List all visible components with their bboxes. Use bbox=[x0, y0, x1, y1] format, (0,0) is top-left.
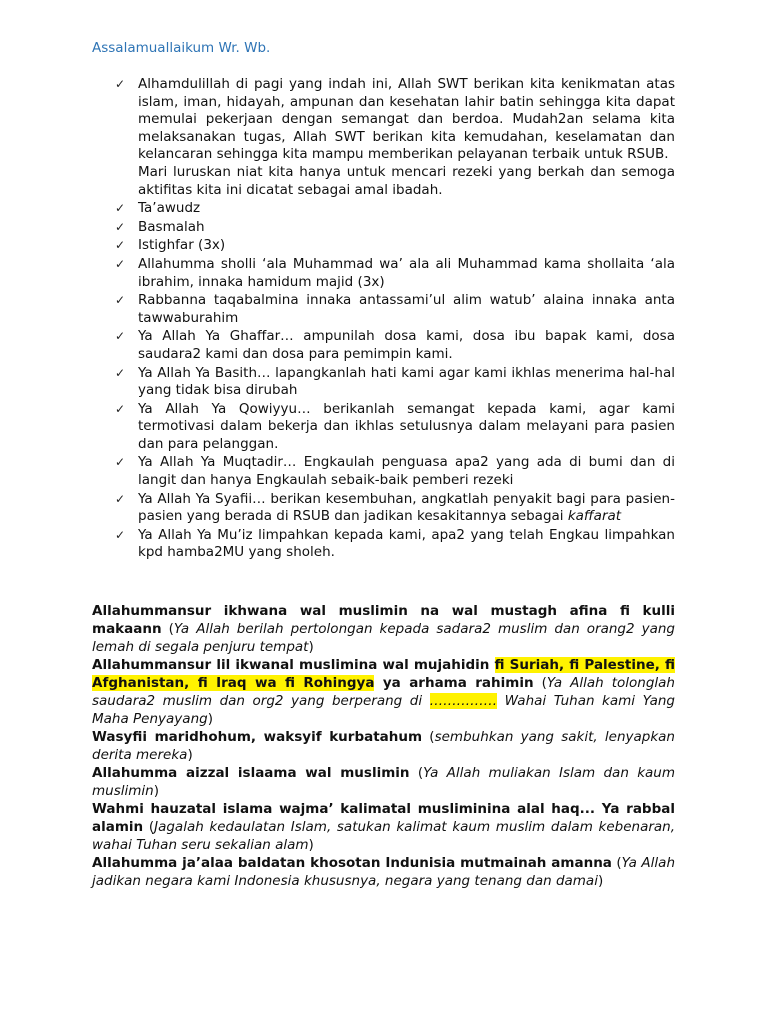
prayer-arabic: Allahumma aizzal islaama wal muslimin bbox=[92, 765, 410, 781]
list-item-text: Mari luruskan niat kita hanya untuk mencari rezeki yang berkah dan semoga aktifitas kita ini dicatat sebagai amal ibadah. bbox=[138, 163, 675, 198]
checkmark-icon: ✓ bbox=[115, 455, 126, 470]
checkmark-icon: ✓ bbox=[115, 293, 126, 308]
paren-close: ) bbox=[187, 747, 193, 763]
list-item bbox=[115, 401, 675, 454]
list-item-text: Ya Allah Ya Qowiyyu… berikanlah semangat kepada kami, agar kami termotivasi dalam bekerja dan ikhlas setulusnya dalam melayani para pasien dan para pelanggan. bbox=[138, 400, 675, 452]
prayer-arabic: Allahummansur ikhwana wal muslimin na wal mustagh afina fi kulli makaann bbox=[92, 603, 675, 637]
list-item-text: Ya Allah Ya Muqtadir… Engkaulah penguasa apa2 yang ada di bumi dan di langit dan hanya Engkaulah sebaik-baik pemberi rezeki bbox=[138, 454, 675, 489]
prayer-paragraph bbox=[92, 728, 675, 764]
checkmark-icon: ✓ bbox=[115, 201, 126, 216]
list-item bbox=[115, 200, 675, 218]
list-item bbox=[115, 365, 675, 400]
list-item-text: Ta’awudz bbox=[138, 200, 201, 217]
italic-term: kaffarat bbox=[567, 508, 622, 525]
highlighted-blank: …………… bbox=[429, 693, 498, 709]
checkmark-icon: ✓ bbox=[115, 219, 126, 234]
list-item-text: Allahumma sholli ‘ala Muhammad wa’ ala ali Muhammad kama shollaita ‘ala ibrahim, innaka hamidum majid (3x) bbox=[138, 255, 675, 290]
list-item-text: Ya Allah Ya Ghaffar… ampunilah dosa kami, dosa ibu bapak kami, dosa saudara2 kami dan dosa para pemimpin kami. bbox=[138, 328, 675, 362]
prayer-translation: Ya Allah jadikan negara kami Indonesia khususnya, negara yang tenang dan damai bbox=[92, 855, 675, 889]
checkmark-icon: ✓ bbox=[115, 256, 126, 271]
prayer-paragraph bbox=[92, 854, 675, 890]
highlighted-countries: fi Suriah, fi Palestine, fi Afghanistan, fi Iraq wa fi Rohingya bbox=[92, 657, 675, 691]
list-item bbox=[115, 292, 675, 327]
prayer-paragraph bbox=[92, 656, 675, 728]
doa-checklist bbox=[115, 76, 675, 563]
list-item bbox=[115, 256, 675, 291]
checkmark-icon: ✓ bbox=[115, 365, 126, 380]
list-item-text: Alhamdulillah di pagi yang indah ini, Allah SWT berikan kita kenikmatan atas islam, iman, hidayah, ampunan dan kesehatan lahir batin sehingga kita dapat memulai pekerjaan dengan semangat dan berdoa. Mudah2an selama kita melaksanakan tugas, Allah SWT berikan kita kemudahan, keselamatan dan kelancaran sehingga kita mampu memberikan pelayanan terbaik untuk RSUB. bbox=[138, 76, 675, 163]
list-item-text: Ya Allah Ya Basith… lapangkanlah hati kami agar kami ikhlas menerima hal-hal yang tidak bisa dirubah bbox=[138, 364, 675, 399]
list-item bbox=[115, 76, 675, 199]
list-item-text: Istighfar (3x) bbox=[138, 237, 226, 254]
prayer-translation: Jagalah kedaulatan Islam, satukan kalimat kaum muslim dalam kebenaran, wahai Tuhan seru sekalian alam bbox=[92, 819, 676, 853]
paren-close: ) bbox=[207, 711, 213, 727]
prayer-arabic: Allahummansur lil ikwanal muslimina wal mujahidin bbox=[92, 657, 495, 673]
paren-open: ( bbox=[422, 729, 435, 745]
checkmark-icon: ✓ bbox=[115, 401, 126, 416]
checkmark-icon: ✓ bbox=[115, 77, 126, 91]
list-item bbox=[115, 454, 675, 489]
list-item-text-main: Ya Allah Ya Syafii… berikan kesembuhan, angkatlah penyakit bagi para pasien-pasien yang berada di RSUB dan jadikan kesakitannya sebagai bbox=[138, 490, 675, 525]
paren-close: ) bbox=[308, 639, 314, 655]
prayer-translation: sembuhkan yang sakit, lenyapkan derita mereka bbox=[92, 729, 675, 763]
checkmark-icon: ✓ bbox=[115, 527, 126, 542]
paren-open: ( bbox=[409, 765, 424, 781]
list-item bbox=[115, 237, 675, 255]
list-item bbox=[115, 219, 675, 237]
prayer-paragraph bbox=[92, 602, 675, 656]
prayer-translation-tail: Wahai Tuhan kami Yang Maha Penyayang bbox=[92, 693, 676, 727]
prayer-arabic-tail: ya arhama rahimin bbox=[374, 675, 534, 691]
prayer-arabic: Wahmi hauzatal islama wajma’ kalimatal musliminina alal haq... Ya rabbal alamin bbox=[92, 801, 675, 835]
checkmark-icon: ✓ bbox=[115, 238, 126, 253]
paren-close: ) bbox=[308, 837, 314, 853]
list-item bbox=[115, 527, 675, 562]
list-item-text: Rabbanna taqabalmina innaka antassami’ul alim watub’ alaina innaka anta tawwaburahim bbox=[138, 292, 675, 326]
paren-open: ( bbox=[611, 855, 622, 871]
paren-open: ( bbox=[533, 675, 547, 691]
list-item-text bbox=[138, 491, 675, 526]
paren-close: ) bbox=[153, 783, 159, 799]
list-item-text: Basmalah bbox=[138, 218, 205, 235]
prayer-translation: Ya Allah muliakan Islam dan kaum muslimin bbox=[92, 765, 675, 799]
paren-close: ) bbox=[597, 873, 604, 889]
checkmark-icon: ✓ bbox=[115, 491, 126, 506]
prayer-section bbox=[92, 602, 675, 890]
list-item-text: Ya Allah Ya Mu’iz limpahkan kepada kami, apa2 yang telah Engkau limpahkan kpd hamba2MU yang sholeh. bbox=[138, 526, 675, 561]
greeting-heading: Assalamuallaikum Wr. Wb. bbox=[92, 40, 271, 56]
list-item bbox=[115, 328, 675, 363]
checkmark-icon: ✓ bbox=[115, 329, 126, 344]
list-item bbox=[115, 491, 675, 526]
prayer-translation: Ya Allah tolonglah saudara2 muslim dan org2 yang berperang di bbox=[92, 675, 675, 709]
prayer-translation: Ya Allah berilah pertolongan kepada sadara2 muslim dan orang2 yang lemah di segala penjuru tempat bbox=[92, 621, 675, 655]
paren-open: ( bbox=[161, 621, 174, 637]
prayer-arabic: Wasyfii maridhohum, waksyif kurbatahum bbox=[92, 729, 423, 745]
prayer-arabic: Allahumma ja’alaa baldatan khosotan Indunisia mutmainah amanna bbox=[92, 855, 612, 871]
prayer-paragraph bbox=[92, 800, 675, 854]
prayer-paragraph bbox=[92, 764, 675, 800]
paren-open: ( bbox=[143, 819, 155, 835]
